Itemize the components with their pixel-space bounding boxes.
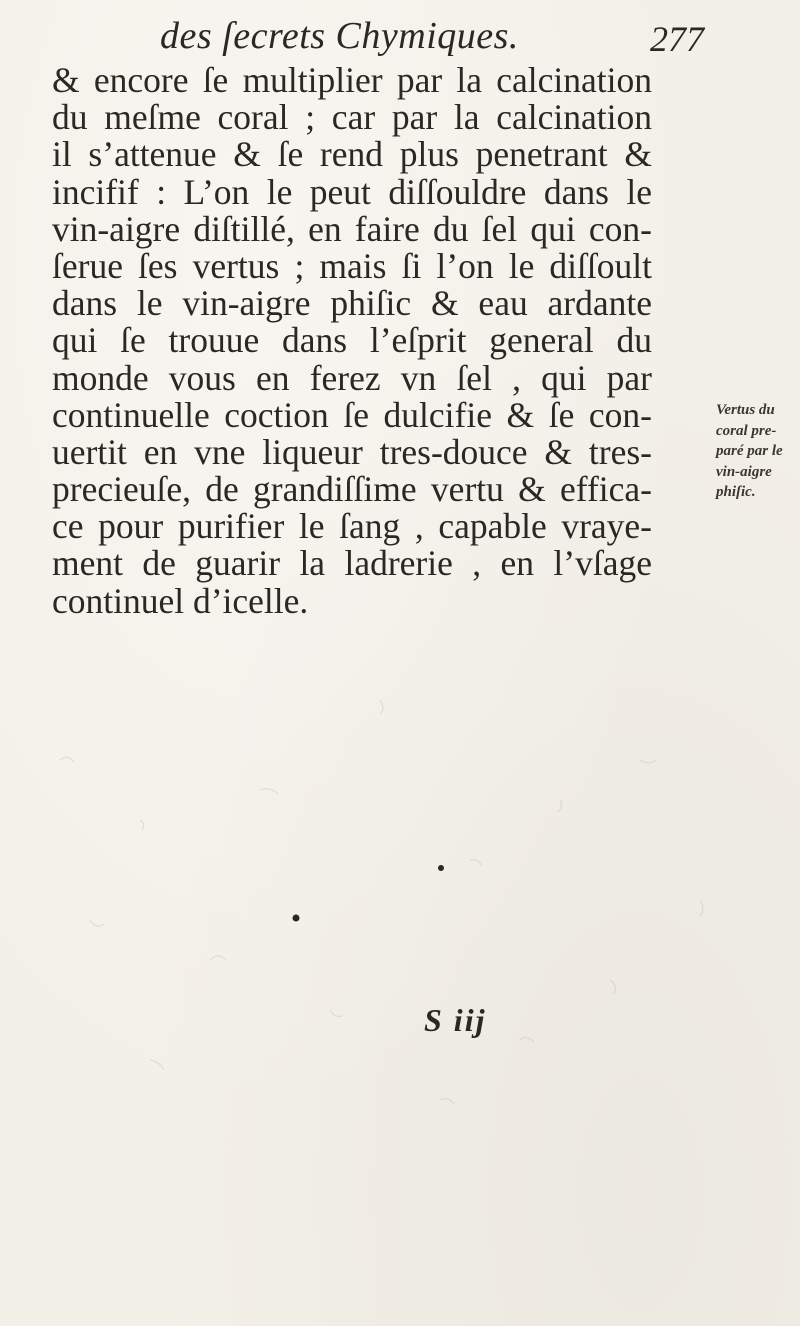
text-line: il s’attenue & ſe rend plus penetrant & bbox=[52, 134, 652, 175]
ink-speck bbox=[293, 915, 300, 922]
margin-note-line: coral pre- bbox=[716, 422, 777, 439]
text-line: incifif : L’on le peut diſſouldre dans le bbox=[52, 171, 652, 212]
text-line: ment de guarir la ladrerie , en l’vſage bbox=[52, 543, 652, 584]
text-line: monde vous en ferez vn ſel , qui par bbox=[52, 357, 652, 398]
page-number: 277 bbox=[650, 19, 704, 59]
margin-note-line: vin-aigre bbox=[716, 463, 772, 480]
text-line: continuel d’icelle. bbox=[52, 580, 309, 621]
margin-note-line: paré par le bbox=[716, 443, 783, 459]
signature-mark: S iij bbox=[424, 1002, 487, 1038]
text-line: qui ſe trouue dans l’eſprit general du bbox=[52, 320, 652, 361]
text-line: du meſme coral ; car par la calcination bbox=[52, 97, 652, 138]
text-line: precieuſe, de grandiſſime vertu & effica- bbox=[52, 469, 652, 510]
running-head: des ſecrets Chymiques. bbox=[160, 15, 519, 57]
text-line: dans le vin-aigre phiſic & eau ardante bbox=[52, 283, 652, 324]
text-line: vin-aigre diſtillé, en faire du ſel qui con- bbox=[52, 208, 652, 249]
margin-note-line: Vertus du bbox=[716, 402, 775, 418]
text-line: & encore ſe multiplier par la calcination bbox=[52, 60, 652, 100]
text-line: continuelle coction ſe dulcifie & ſe con- bbox=[52, 394, 652, 435]
margin-note-line: phiſic. bbox=[716, 484, 756, 500]
text-line: uertit en vne liqueur tres-douce & tres- bbox=[52, 431, 652, 472]
text-line: ſerue ſes vertus ; mais ſi l’on le diſſoult bbox=[52, 245, 652, 286]
text-line: ce pour purifier le ſang , capable vraye- bbox=[52, 506, 652, 547]
ink-speck bbox=[438, 865, 444, 871]
